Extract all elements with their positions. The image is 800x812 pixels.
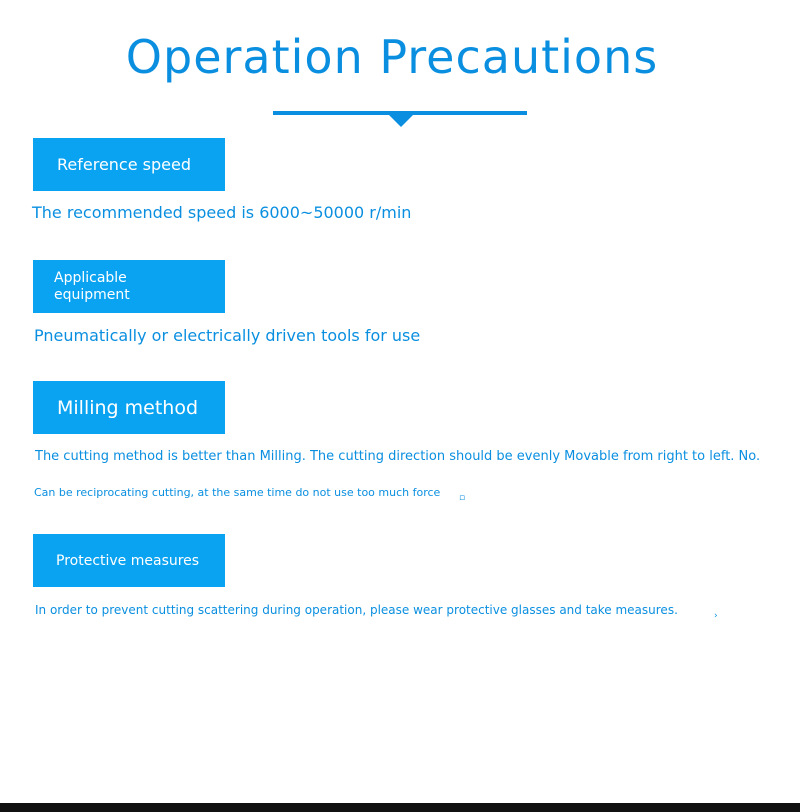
section-label-text: Milling method	[57, 396, 199, 419]
milling-method-text: The cutting method is better than Milling. The cutting direction should be evenly Movable from right to left. No.	[35, 449, 761, 464]
milling-method-text-2: Can be reciprocating cutting, at the same time do not use too much force	[34, 486, 441, 499]
speck-mark: ▫	[459, 493, 466, 503]
section-label-text: Protective measures	[56, 552, 200, 569]
page-title: Operation Precautions	[125, 30, 659, 84]
applicable-equipment-text: Pneumatically or electrically driven tools for use	[34, 326, 421, 345]
section-label-text: Applicable equipment	[54, 269, 130, 303]
section-label-protective-measures	[33, 534, 225, 587]
section-label-text: Reference speed	[57, 155, 191, 174]
section-label-reference-speed	[33, 138, 225, 191]
footer-bar	[0, 803, 800, 812]
reference-speed-text: The recommended speed is 6000~50000 r/min	[32, 203, 412, 222]
speck-mark: ›	[714, 611, 718, 621]
section-label-applicable-equipment	[33, 260, 225, 313]
protective-measures-text: In order to prevent cutting scattering during operation, please wear protective glasses and take measures.	[35, 603, 678, 617]
section-label-milling-method	[33, 381, 225, 434]
caret-down-icon	[388, 114, 414, 127]
